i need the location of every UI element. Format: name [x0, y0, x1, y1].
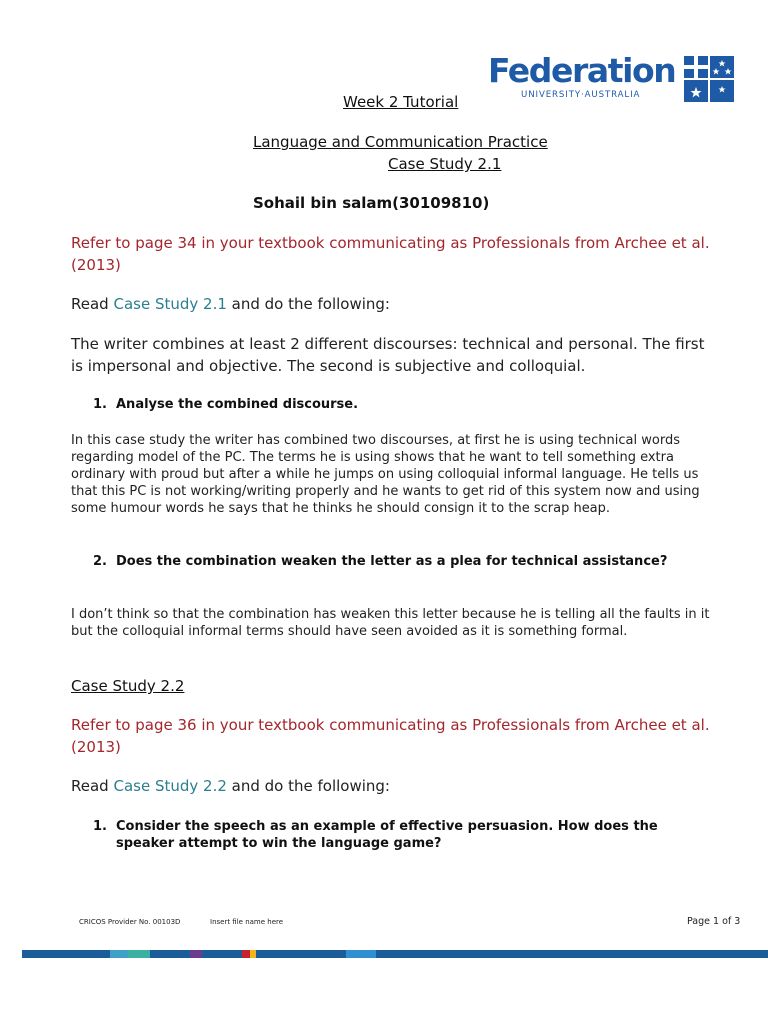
question-text: Analyse the combined discourse.	[116, 397, 359, 412]
footer-color-bar	[22, 950, 768, 958]
footer-bar-segment	[92, 950, 110, 958]
read-instruction-2	[71, 775, 711, 797]
read-suffix: and do the following:	[226, 295, 390, 313]
answer-2: I don’t think so that the combination has weaken this letter because he is telling all the faults in it but the colloquial informal terms should have seen avoided as it is something formal.	[71, 607, 710, 639]
footer-bar-segment	[536, 950, 676, 958]
question-text: Consider the speech as an example of effective persuasion. How does the speaker attempt to win the language game?	[116, 819, 658, 851]
logo-subtitle: UNIVERSITY·AUSTRALIA	[521, 90, 641, 100]
footer-bar-segment	[128, 950, 150, 958]
refer-text-1: Refer to page 34 in your textbook communicating as Professionals from Archee et al. (2013)	[71, 234, 710, 274]
refer-text-2: Refer to page 36 in your textbook communicating as Professionals from Archee et al. (2013)	[71, 716, 710, 756]
week-title: Week 2 Tutorial	[343, 93, 459, 111]
question-number: 1.	[93, 397, 107, 412]
case-study-link-1[interactable]: Case Study 2.1	[113, 295, 227, 313]
footer-bar-segment	[376, 950, 536, 958]
read-prefix: Read	[71, 777, 114, 795]
course-title: Language and Communication Practice	[253, 133, 548, 151]
southern-cross-flag-icon	[684, 56, 734, 102]
footer-bar-segment	[190, 950, 202, 958]
page-number: Page 1 of 3	[687, 916, 741, 927]
federation-logo	[488, 52, 736, 104]
footer-bar-segment	[22, 950, 92, 958]
footer-bar-segment	[242, 950, 250, 958]
question-2	[93, 553, 723, 570]
question-number: 2.	[93, 554, 107, 569]
question-3	[93, 818, 723, 852]
read-prefix: Read	[71, 295, 114, 313]
cricos-provider: CRICOS Provider No. 00103D	[79, 918, 181, 926]
read-instruction-1	[71, 293, 711, 315]
case-study-2-title: Case Study 2.2	[71, 677, 185, 695]
question-number: 1.	[93, 819, 107, 834]
footer-bar-segment	[256, 950, 346, 958]
intro-paragraph: The writer combines at least 2 different discourses: technical and personal. The first is impersonal and objective. The second is subjective and colloquial.	[71, 335, 705, 375]
footer-bar-segment	[202, 950, 242, 958]
case-study-link-2[interactable]: Case Study 2.2	[113, 777, 227, 795]
footer-bar-segment	[346, 950, 376, 958]
footer-bar-segment	[110, 950, 128, 958]
author-name: Sohail bin salam(30109810)	[253, 194, 490, 212]
question-text: Does the combination weaken the letter as a plea for technical assistance?	[116, 554, 668, 569]
read-suffix: and do the following:	[226, 777, 390, 795]
question-1	[93, 396, 723, 413]
footer-bar-segment	[150, 950, 190, 958]
case-study-title: Case Study 2.1	[388, 155, 502, 173]
answer-1: In this case study the writer has combined two discourses, at first he is using technical words regarding model of the PC. The terms he is using shows that he want to tell something extra ordinary with proud but after a while he jumps on using colloquial informal language. He tells us that this PC is not working/writing properly and he wants to get rid of this system now and using some humour words he says that he thinks he should consign it to the scrap heap.	[71, 433, 700, 516]
footer-bar-segment	[676, 950, 768, 958]
logo-wordmark: Federation	[488, 51, 676, 90]
footer-filename: Insert file name here	[210, 918, 284, 926]
